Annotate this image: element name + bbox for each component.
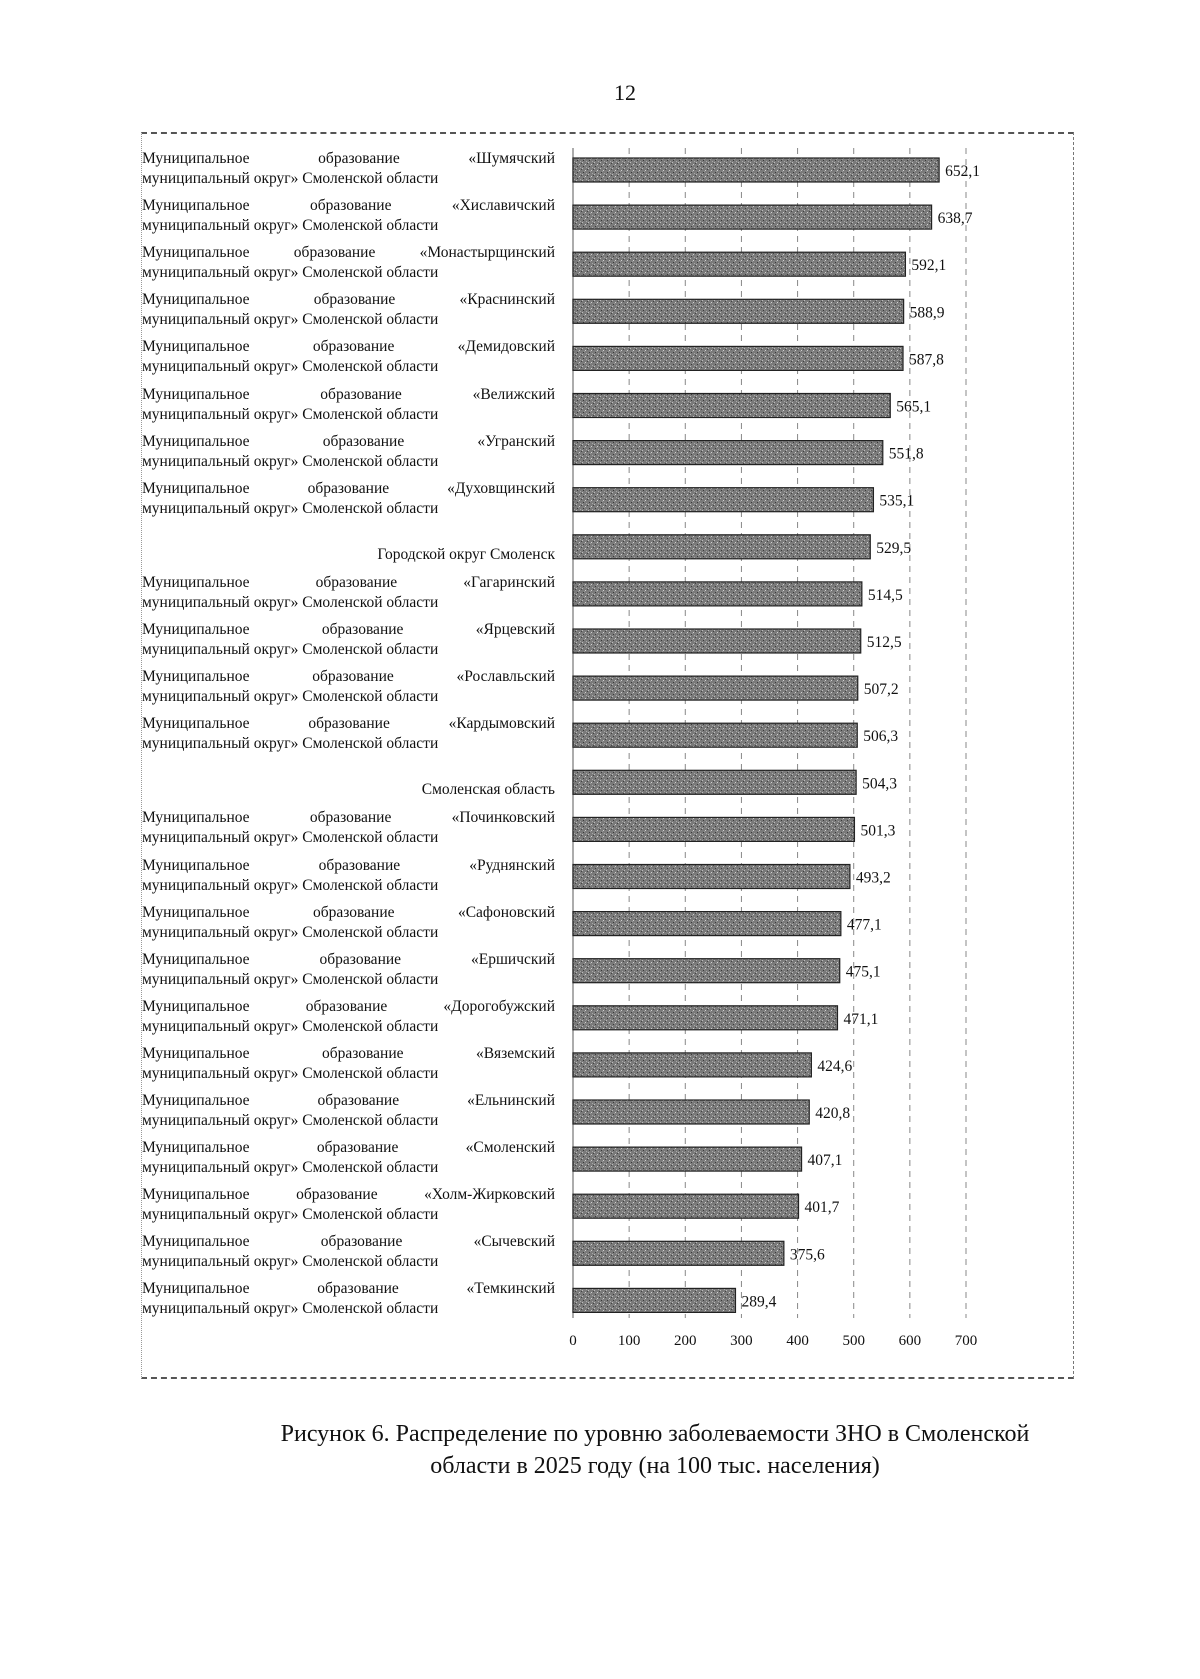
- category-label-line: Муниципальное образование «Вяземский: [142, 1044, 555, 1062]
- category-label-line: Муниципальное образование «Ершичский: [142, 950, 555, 968]
- bar: [573, 1241, 784, 1265]
- category-label-line: муниципальный округ» Смоленской области: [142, 688, 439, 706]
- category-label-line: Муниципальное образование «Шумячский: [142, 150, 555, 167]
- data-label: 424,6: [817, 1057, 853, 1075]
- data-label: 420,8: [815, 1105, 851, 1122]
- bar: [573, 346, 903, 370]
- bar: [573, 865, 850, 889]
- category-label-line: муниципальный округ» Смоленской области: [142, 358, 439, 376]
- bar: [573, 1006, 837, 1030]
- bar: [573, 488, 873, 512]
- data-label: 289,4: [741, 1293, 777, 1311]
- caption-line-1: Рисунок 6. Распределение по уровню заболеваемости ЗНО в Смоленской: [280, 1421, 1030, 1447]
- category-label-line: Муниципальное образование «Хиславичский: [142, 197, 555, 215]
- category-label-line: муниципальный округ» Смоленской области: [142, 923, 439, 941]
- category-label-line: муниципальный округ» Смоленской области: [142, 499, 439, 517]
- data-label: 551,8: [888, 445, 924, 463]
- bar: [573, 1147, 802, 1171]
- page-number: 12: [614, 80, 636, 105]
- data-label: 638,7: [937, 210, 973, 228]
- category-label-line: муниципальный округ» Смоленской области: [142, 170, 439, 187]
- figure-caption: [230, 1418, 1080, 1482]
- caption-line-2: области в 2025 году (на 100 тыс. населения): [430, 1453, 880, 1479]
- bar: [573, 1288, 735, 1312]
- bar: [573, 582, 862, 606]
- data-label: 506,3: [863, 728, 899, 746]
- data-label: 471,1: [843, 1010, 879, 1028]
- bar: [573, 959, 840, 983]
- data-label: 477,1: [846, 916, 882, 934]
- x-tick-label: 700: [954, 1333, 978, 1349]
- data-label: 401,7: [804, 1199, 840, 1217]
- data-label: 507,2: [863, 681, 899, 699]
- category-label-line: Муниципальное образование «Темкинский: [142, 1280, 555, 1298]
- category-label-line: Муниципальное образование «Ярцевский: [142, 621, 555, 638]
- bar: [573, 1053, 811, 1077]
- bar: [573, 817, 854, 841]
- data-label: 535,1: [879, 492, 915, 510]
- category-label-line: Муниципальное образование «Сычевский: [142, 1233, 555, 1251]
- x-tick-label: 600: [898, 1333, 922, 1349]
- data-label: 512,5: [866, 634, 902, 651]
- category-label-line: муниципальный округ» Смоленской области: [142, 876, 439, 894]
- category-label-line: Муниципальное образование «Велижский: [142, 385, 555, 403]
- data-label: 514,5: [867, 586, 903, 604]
- category-label-line: Муниципальное образование «Краснинский: [142, 291, 555, 309]
- bar: [573, 676, 858, 700]
- bar: [573, 158, 939, 182]
- category-label-line: муниципальный округ» Смоленской области: [142, 405, 439, 423]
- x-tick-label: 500: [842, 1333, 865, 1349]
- bar: [573, 723, 857, 747]
- x-tick-label: 100: [617, 1333, 641, 1349]
- category-label-line: Муниципальное образование «Ельнинский: [142, 1092, 555, 1109]
- category-label-line: муниципальный округ» Смоленской области: [142, 264, 439, 282]
- data-label: 375,6: [789, 1246, 825, 1264]
- x-tick-label: 300: [730, 1333, 753, 1349]
- category-label-line: муниципальный округ» Смоленской области: [142, 1064, 439, 1082]
- category-label-line: муниципальный округ» Смоленской области: [142, 1253, 439, 1271]
- bar: [573, 1100, 809, 1124]
- data-label: 592,1: [911, 257, 947, 275]
- category-label-line: муниципальный округ» Смоленской области: [142, 1300, 439, 1318]
- category-label-line: муниципальный округ» Смоленской области: [142, 970, 439, 988]
- category-label-line: Муниципальное образование «Духовщинский: [142, 479, 555, 497]
- data-label: 407,1: [807, 1152, 843, 1170]
- category-label-line: Муниципальное образование «Сафоновский: [142, 903, 555, 921]
- bar: [573, 912, 841, 936]
- category-label-line: муниципальный округ» Смоленской области: [142, 735, 439, 753]
- bar: [573, 629, 861, 653]
- bar: [573, 394, 890, 418]
- bar: [573, 1194, 799, 1218]
- category-label-line: муниципальный округ» Смоленской области: [142, 593, 439, 611]
- category-label-line: муниципальный округ» Смоленской области: [142, 452, 439, 470]
- category-label-line: Муниципальное образование «Дорогобужский: [142, 997, 555, 1015]
- category-label-line: Муниципальное образование «Кардымовский: [142, 715, 555, 733]
- data-label: 529,5: [876, 539, 912, 557]
- category-label-line: Муниципальное образование «Угранский: [142, 432, 555, 450]
- data-label: 475,1: [845, 963, 881, 981]
- bar: [573, 299, 904, 323]
- x-tick-label: 200: [674, 1333, 697, 1349]
- data-label: 565,1: [896, 398, 932, 416]
- category-label-line: муниципальный округ» Смоленской области: [142, 1159, 439, 1177]
- data-label: 587,8: [909, 351, 944, 369]
- x-tick-label: 0: [569, 1333, 577, 1349]
- data-label: 501,3: [860, 822, 896, 840]
- bar: [573, 441, 883, 465]
- bar: [573, 535, 870, 559]
- category-label-line: муниципальный округ» Смоленской области: [142, 217, 439, 235]
- category-label-line: муниципальный округ» Смоленской области: [142, 1206, 439, 1224]
- data-label: 504,3: [862, 775, 898, 793]
- bar: [573, 252, 905, 276]
- data-label: 588,9: [909, 304, 945, 322]
- data-label: 493,2: [855, 869, 891, 887]
- category-label-line: муниципальный округ» Смоленской области: [142, 311, 439, 329]
- category-label-line: Муниципальное образование «Рославльский: [142, 668, 555, 686]
- category-label-text: Смоленская область: [421, 781, 555, 799]
- category-label-line: Муниципальное образование «Холм-Жирковский: [142, 1186, 555, 1204]
- category-label-line: Муниципальное образование «Монастырщинский: [142, 244, 555, 262]
- data-label: 652,1: [945, 163, 980, 180]
- category-label-line: Муниципальное образование «Гагаринский: [142, 573, 555, 591]
- category-label-line: Муниципальное образование «Руднянский: [142, 856, 555, 874]
- bar: [573, 770, 856, 794]
- bar: [573, 205, 932, 229]
- category-label-line: муниципальный округ» Смоленской области: [142, 1017, 439, 1035]
- x-tick-label: 400: [786, 1333, 809, 1349]
- category-label-line: Муниципальное образование «Демидовский: [142, 338, 555, 356]
- category-label-text: Городской округ Смоленск: [377, 545, 555, 563]
- category-label-line: муниципальный округ» Смоленской области: [142, 829, 439, 847]
- category-label-line: муниципальный округ» Смоленской области: [142, 641, 439, 658]
- category-label-line: муниципальный округ» Смоленской области: [142, 1112, 439, 1129]
- category-label-line: Муниципальное образование «Починковский: [142, 809, 555, 827]
- category-label-line: Муниципальное образование «Смоленский: [142, 1139, 555, 1157]
